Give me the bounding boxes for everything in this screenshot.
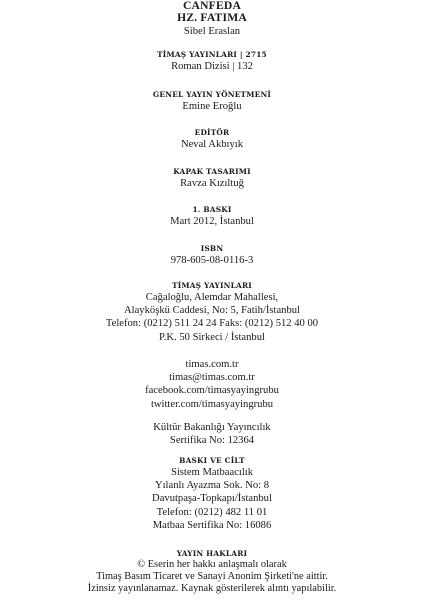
title-block xyxy=(0,0,424,38)
cover-design-block xyxy=(0,167,424,190)
cover-design-value: Ravza Kızıltuğ xyxy=(180,178,244,189)
printing-block xyxy=(0,456,424,532)
edition-block xyxy=(0,205,424,228)
publisher-block xyxy=(0,281,424,344)
author-name: Sibel Eraslan xyxy=(183,26,241,37)
printer-phone: Telefon: (0212) 482 11 01 xyxy=(156,506,268,518)
twitter-link: twitter.com/timasyayingrubu xyxy=(150,398,274,410)
edition-label: 1. BASKI xyxy=(192,205,232,214)
copyright-line: © Eserin her hakkı anlaşmalı olarak xyxy=(137,559,287,570)
publisher-label: TİMAŞ YAYINLARI xyxy=(172,281,252,290)
isbn-block xyxy=(0,244,424,267)
ministry-block xyxy=(0,421,424,447)
publisher-address-line: Cağaloğlu, Alemdar Mahallesi, xyxy=(145,292,279,303)
copyright-line: İzinsiz yayınlanamaz. Kaynak gösterilerek alıntı yapılabilir. xyxy=(87,583,337,595)
printer-address-line: Yılanlı Ayazma Sok. No: 8 xyxy=(154,480,270,492)
series-value: Roman Dizisi | 132 xyxy=(171,61,253,72)
cover-design-label: KAPAK TASARIMI xyxy=(173,167,251,176)
general-editor-block xyxy=(0,90,424,113)
series-label: TİMAŞ YAYINLARI | 2715 xyxy=(157,50,267,59)
book-title-sub: HZ. FATIMA xyxy=(177,11,247,24)
copyright-line: Timaş Basım Ticaret ve Sanayi Anonim Şirketi'ne aittir. xyxy=(96,571,328,583)
printer-certificate: Matbaa Sertifika No: 16086 xyxy=(152,519,272,531)
ministry-line: Kültür Bakanlığı Yayıncılık xyxy=(153,422,271,433)
copyright-block xyxy=(0,549,424,596)
publisher-pobox-line: P.K. 50 Sirkeci / İstanbul xyxy=(159,331,265,343)
facebook-link: facebook.com/timasyayingrubu xyxy=(145,385,279,397)
isbn-label: ISBN xyxy=(200,244,224,253)
publisher-address-line: Alayköşkü Caddesi, No: 5, Fatih/İstanbul xyxy=(124,305,300,317)
email-address: timas@timas.com.tr xyxy=(169,372,255,384)
general-editor-label: GENEL YAYIN YÖNETMENİ xyxy=(152,90,272,99)
book-title-main: CANFEDA xyxy=(182,0,242,12)
website-link: timas.com.tr xyxy=(185,359,239,370)
isbn-value: 978-605-08-0116-3 xyxy=(170,255,254,266)
editor-block xyxy=(0,128,424,151)
series-block xyxy=(0,50,424,73)
printing-label: BASKI VE CİLT xyxy=(179,456,245,465)
copyright-label: YAYIN HAKLARI xyxy=(176,549,248,558)
edition-value: Mart 2012, İstanbul xyxy=(170,216,254,227)
general-editor-value: Emine Eroğlu xyxy=(182,101,242,112)
editor-value: Neval Akbıyık xyxy=(180,139,244,150)
printer-name: Sistem Matbaacılık xyxy=(170,467,254,478)
ministry-certificate: Sertifika No: 12364 xyxy=(169,435,255,447)
editor-label: EDİTÖR xyxy=(194,128,230,137)
printer-address-line: Davutpaşa-Topkapı/İstanbul xyxy=(152,493,272,505)
publisher-phone-line: Telefon: (0212) 511 24 24 Faks: (0212) 512 40 00 xyxy=(105,318,319,330)
online-block xyxy=(0,358,424,411)
